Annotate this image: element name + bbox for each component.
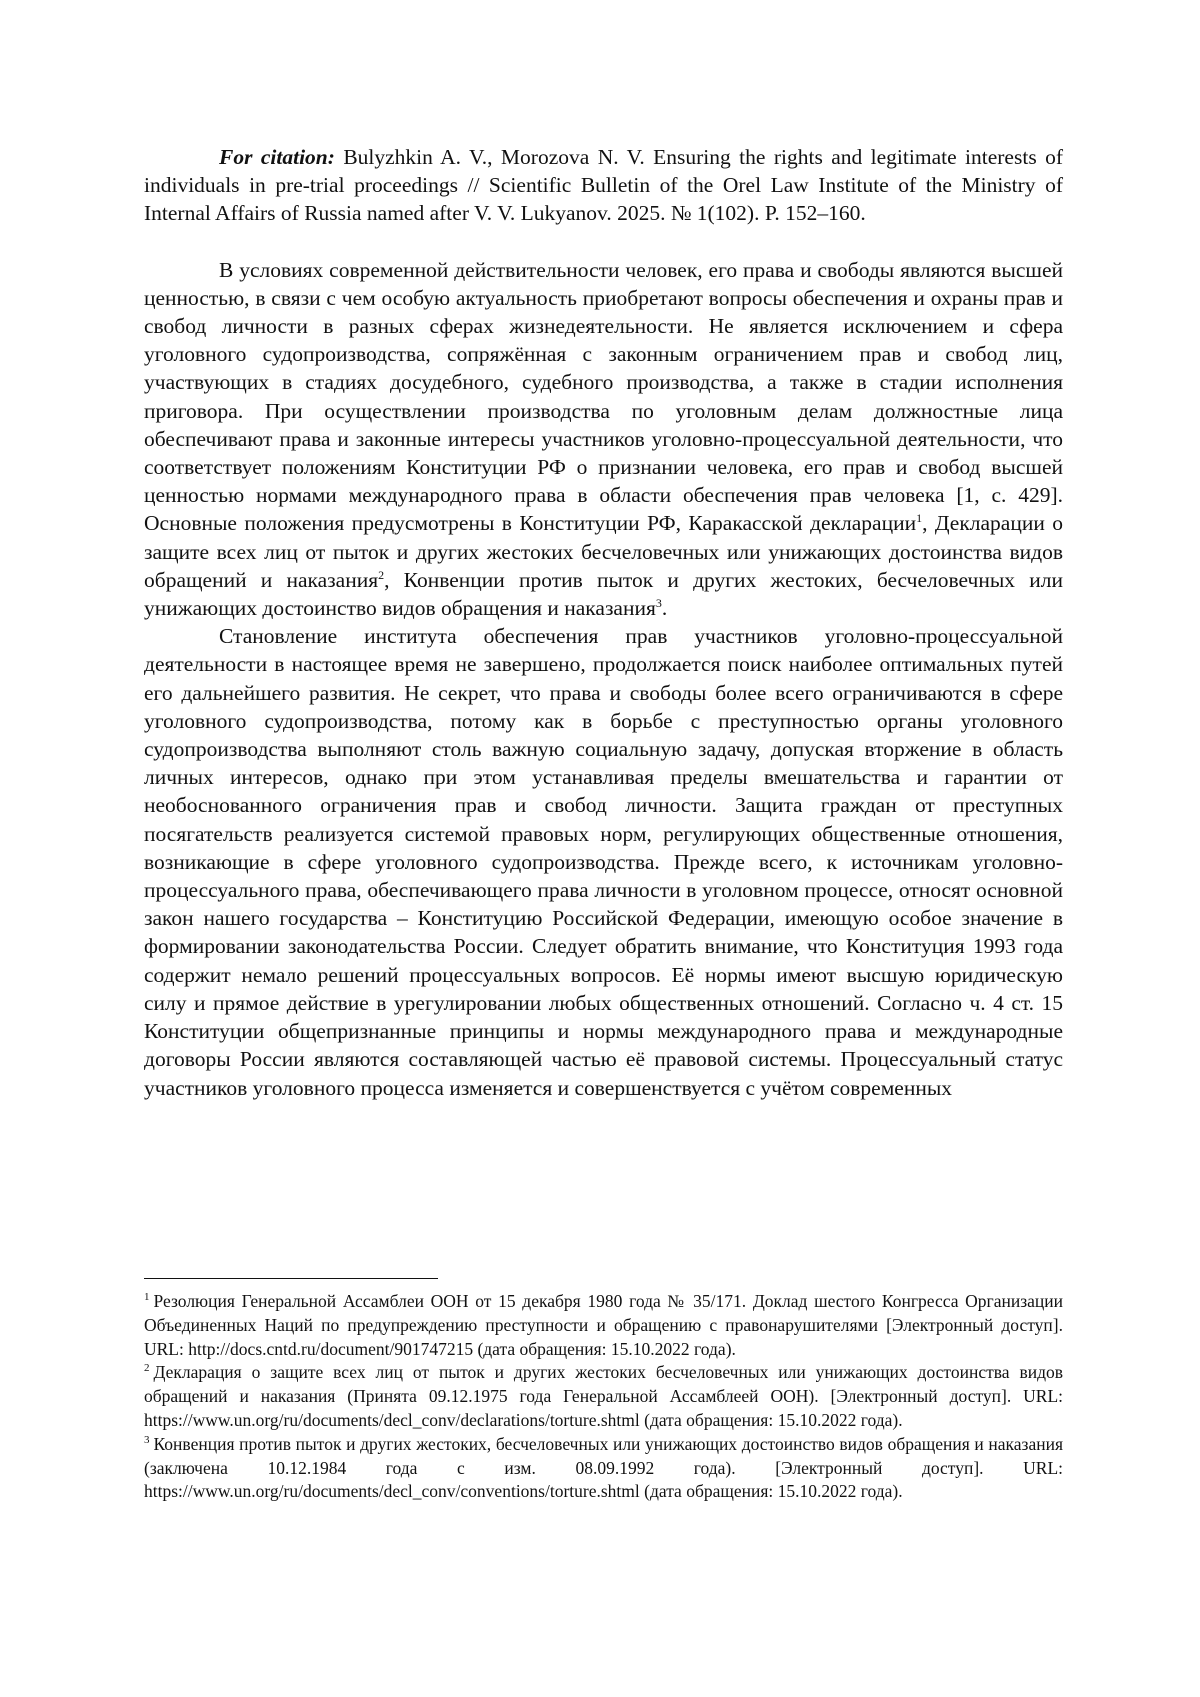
footnotes [144, 1290, 1063, 1504]
paragraph-1-text-c: , Конвенции против пыток и других жестоких, бесчеловечных или унижающих достоинство видов обращения и наказания [144, 567, 1063, 621]
paragraph-1-text-d: . [661, 596, 668, 621]
footnote-1 [144, 1290, 1063, 1361]
footnote-2-text: Декларация о защите всех лиц от пыток и других жестоких бесчеловечных или унижающих достоинства видов обращений и наказания (Принята 09.12.1975 года Генеральной Ассамблеей ООН). [Электронный доступ]. URL: https://www.un.org/ru/documents/decl_conv/declarations/torture.shtml (дата обращения: 15.10.2022 года). [144, 1362, 1063, 1430]
footnote-separator [144, 1278, 438, 1279]
footnote-2 [144, 1361, 1063, 1432]
footnote-ref-1: 1 [916, 511, 923, 526]
citation-label: For citation: [219, 145, 335, 169]
body-paragraph-2: Становление института обеспечения прав участников уголовно-процессуальной деятельности в настоящее время не завершено, продолжается поиск наиболее оптимальных путей его дальнейшего развития. Не секрет, что права и свободы более всего ограничиваются в сфере уголовного судопроизводства, потому как в борьбе с преступностью органы уголовного судопроизводства выполняют столь важную социальную задачу, допуская вторжение в область личных интересов, однако при этом устанавливая пределы вмешательства и гарантии от необоснованного ограничения прав и свобод личности. Защита граждан от преступных посягательств реализуется системой правовых норм, регулирующих общественные отношения, возникающие в сфере уголовного судопроизводства. Прежде всего, к источникам уголовно-процессуального права, обеспечивающего права личности в уголовном процессе, относят основной закон нашего государства – Конституцию Российской Федерации, имеющую особое значение в формировании законодательства России. Следует обратить внимание, что Конституция 1993 года содержит немало решений процессуальных вопросов. Её нормы имеют высшую юридическую силу и прямое действие в урегулировании любых общественных отношений. Согласно ч. 4 ст. 15 Конституции общепризнанные принципы и нормы международного права и международные договоры России являются составляющей частью её правовой системы. Процессуальный статус участников уголовного процесса изменяется и совершенствуется с учётом современных [144, 624, 1063, 1100]
footnote-3-number: 3 [144, 1433, 150, 1446]
main-text [144, 143, 1063, 1102]
paragraph-1-text-a: В условиях современной действительности человек, его права и свободы являются высшей ценностью, в связи с чем особую актуальность приобретают вопросы обеспечения и охраны прав и свобод личности в разных сферах жизнедеятельности. Не является исключением и сфера уголовного судопроизводства, сопряжённая с законным ограничением прав и свобод лиц, участвующих в стадиях досудебного, судебного производства, а также в стадии исполнения приговора. При осуществлении производства по уголовным делам должностные лица обеспечивают права и законные интересы участников уголовно-процессуальной деятельности, что соответствует положениям Конституции РФ о признании человека, его прав и свобод высшей ценностью нормами международного права в области обеспечения прав человека [1, с. 429]. Основные положения предусмотрены в Конституции РФ, Каракасской декларации [144, 257, 1063, 536]
citation-paragraph [144, 143, 1063, 228]
body-paragraph-1 [144, 256, 1063, 623]
footnote-ref-3: 3 [655, 596, 662, 611]
paragraph-1-text-b: , Декларации о защите всех лиц от пыток и других жестоких бесчеловечных или унижающих достоинства видов обращений и наказания [144, 511, 1064, 592]
footnote-3 [144, 1433, 1063, 1504]
footnote-3-text: Конвенция против пыток и других жестоких, бесчеловечных или унижающих достоинство видов обращения и наказания (заключена 10.12.1984 года с изм. 08.09.1992 года). [Электронный доступ]. URL: https://www.un.org/ru/documents/decl_conv/conventions/torture.shtml (дата обращения: 15.10.2022 года). [144, 1433, 1063, 1502]
footnote-ref-2: 2 [378, 567, 385, 582]
footnote-2-number: 2 [144, 1362, 150, 1375]
citation-text: Bulyzhkin A. V., Morozova N. V. Ensuring the rights and legitimate interests of individuals in pre-trial proceedings // Scientific Bulletin of the Orel Law Institute of the Ministry of Internal Affairs of Russia named after V. V. Lukyanov. 2025. № 1(102). P. 152–160. [144, 145, 1063, 226]
footnote-1-text: Резолюция Генеральной Ассамблеи ООН от 15 декабря 1980 года № 35/171. Доклад шестого Конгресса Организации Объединенных Наций по предупреждению преступности и обращению с правонарушителями [Электронный доступ]. URL: http://docs.cntd.ru/document/901747215 (дата обращения: 15.10.2022 года). [144, 1291, 1063, 1359]
footnote-1-number: 1 [144, 1291, 150, 1303]
